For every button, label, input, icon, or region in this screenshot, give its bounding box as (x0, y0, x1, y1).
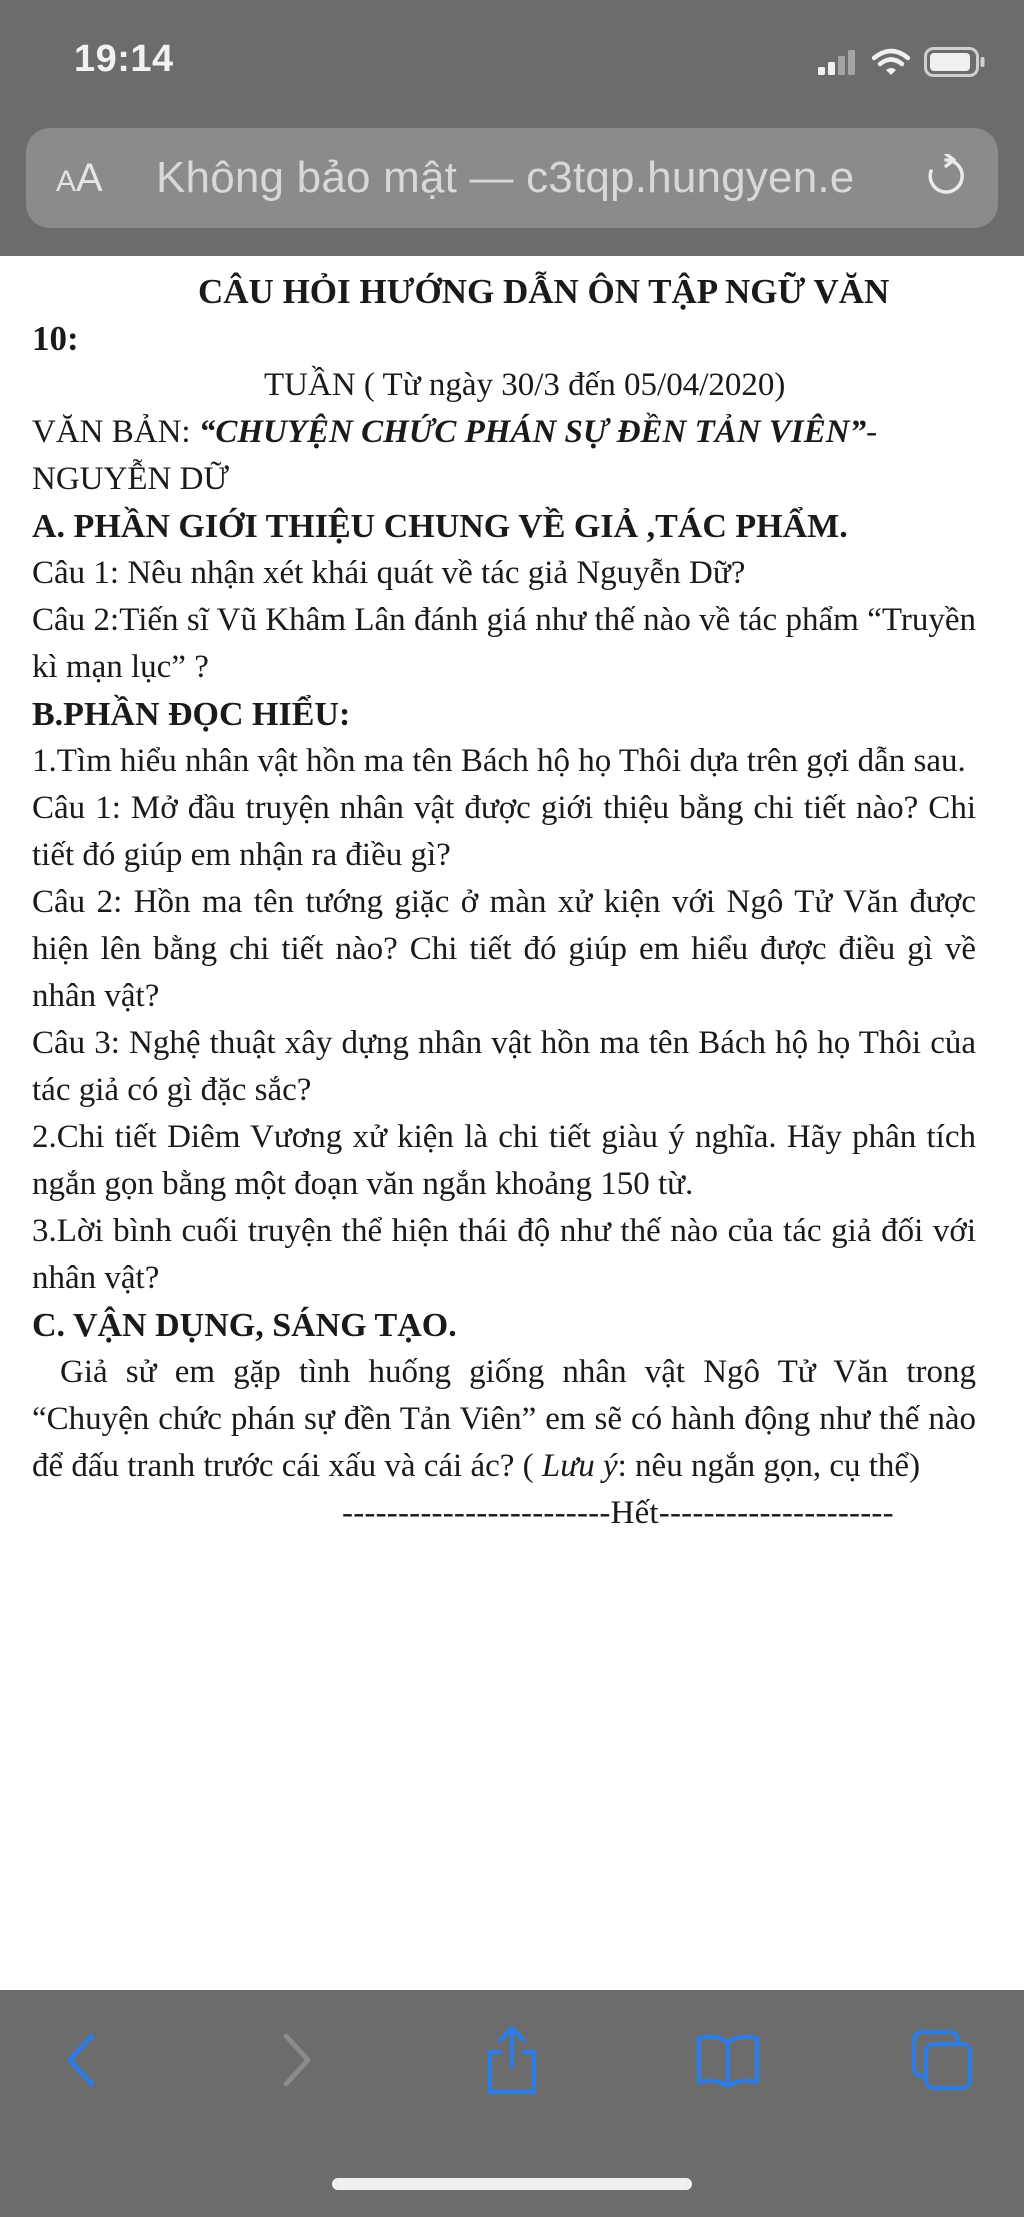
section-b-q2: Câu 2: Hồn ma tên tướng giặc ở màn xử kiện với Ngô Tử Văn được hiện lên bằng chi tiết nào? Chi tiết đó giúp em hiểu được điều gì về nhân vật? (32, 884, 976, 1014)
status-time: 19:14 (74, 38, 174, 80)
bookmarks-icon (695, 2032, 761, 2093)
section-b-q3: Câu 3: Nghệ thuật xây dựng nhân vật hồn ma tên Bách hộ họ Thôi của tác giả có gì đặc sắc? (32, 1025, 976, 1108)
note-label: Lưu ý (541, 1448, 618, 1484)
section-b-item3: 3.Lời bình cuối truyện thể hiện thái độ như thế nào của tác giả đối với nhân vật? (32, 1213, 976, 1296)
text-title: “CHUYỆN CHỨC PHÁN SỰ ĐỀN TẢN VIÊN” (198, 414, 867, 450)
text-title-line: VĂN BẢN: “CHUYỆN CHỨC PHÁN SỰ ĐỀN TẢN VIÊN”- NGUYỄN DỮ (32, 414, 878, 497)
tabs-button[interactable] (902, 2022, 982, 2102)
share-icon (482, 2024, 542, 2101)
reader-aa-button[interactable]: AA (56, 155, 103, 200)
section-b-heading: B.PHẦN ĐỌC HIỂU: (32, 696, 351, 733)
battery-icon (924, 47, 986, 82)
week-range: TUẦN ( Từ ngày 30/3 đến 05/04/2020) (264, 367, 786, 403)
forward-button[interactable] (256, 2022, 336, 2102)
back-button[interactable] (42, 2022, 122, 2102)
home-indicator (332, 2178, 692, 2190)
text-author: - NGUYỄN DỮ (32, 414, 878, 497)
section-b-q1: Câu 1: Mở đầu truyện nhân vật được giới thiệu bằng chi tiết nào? Chi tiết đó giúp em nhận ra điều gì? (32, 790, 976, 873)
section-b-item2: 2.Chi tiết Diêm Vương xử kiện là chi tiết giàu ý nghĩa. Hãy phân tích ngắn gọn bằng một đoạn văn ngắn khoảng 150 từ. (32, 1119, 976, 1202)
section-b-item1: 1.Tìm hiểu nhân vật hồn ma tên Bách hộ họ Thôi dựa trên gợi dẫn sau. (32, 743, 966, 779)
end-line: ------------------------Hết--------------------- (342, 1495, 894, 1531)
bookmarks-button[interactable] (688, 2022, 768, 2102)
section-a-q2: Câu 2:Tiến sĩ Vũ Khâm Lân đánh giá như thế nào về tác phẩm “Truyền kì mạn lục” ? (32, 602, 976, 685)
section-c-heading: C. VẬN DỤNG, SÁNG TẠO. (32, 1307, 457, 1344)
address-bar[interactable] (26, 128, 998, 228)
share-button[interactable] (472, 2022, 552, 2102)
section-a-heading: A. PHẦN GIỚI THIỆU CHUNG VỀ GIẢ ,TÁC PHẨM. (32, 508, 848, 545)
section-c-body: Giả sử em gặp tình huống giống nhân vật Ngô Tử Văn trong “Chuyện chức phán sự đền Tản Viên” em sẽ có hành động như thế nào để đấu tranh trước cái xấu và cái ác? ( Lưu ý: nêu ngắn gọn, cụ thể) (32, 1354, 976, 1484)
tabs-icon (910, 2028, 974, 2097)
reload-button[interactable] (918, 150, 974, 206)
document-title: CÂU HỎI HƯỚNG DẪN ÔN TẬP NGỮ VĂN 10: (32, 272, 890, 358)
browser-top-chrome (0, 0, 1024, 256)
cellular-signal-icon (818, 49, 858, 80)
url-text[interactable]: Không bảo mật — c3tqp.hungyen.e (156, 153, 855, 202)
status-icons (818, 44, 986, 84)
document-content (32, 268, 976, 1537)
reload-icon (924, 154, 968, 203)
back-chevron-icon (62, 2030, 102, 2095)
forward-chevron-icon (276, 2030, 316, 2095)
wifi-icon (872, 47, 910, 82)
section-a-q1: Câu 1: Nêu nhận xét khái quát về tác giả Nguyễn Dữ? (32, 555, 746, 591)
